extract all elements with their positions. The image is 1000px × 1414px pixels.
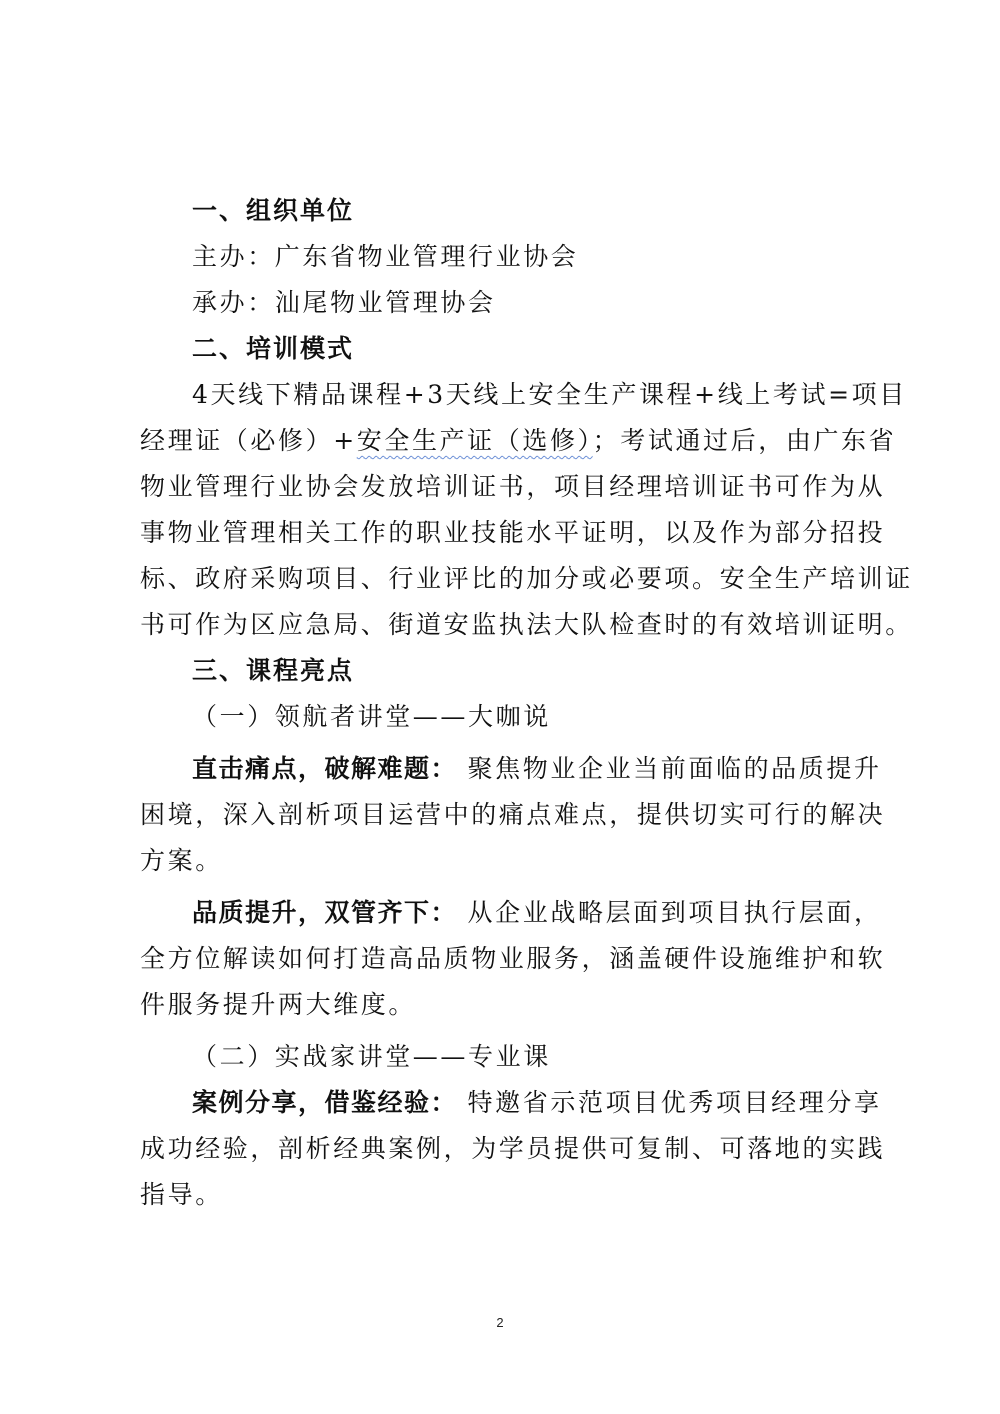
organizer-line: 承办：汕尾物业管理协会 — [192, 288, 496, 317]
text-run: 特邀省示范项目优秀项目经理分享 — [457, 1088, 882, 1117]
paragraph-line: 全方位解读如何打造高品质物业服务，涵盖硬件设施维护和软 — [140, 944, 886, 973]
text-run: 经理证（必修）+ — [140, 426, 357, 455]
paragraph-line — [140, 1080, 880, 1126]
paragraph-line — [140, 890, 880, 936]
section-heading-highlights: 三、课程亮点 — [192, 656, 355, 685]
paragraph-line: 成功经验，剖析经典案例，为学员提供可复制、可落地的实践 — [140, 1134, 886, 1163]
paragraph-line: 件服务提升两大维度。 — [140, 990, 417, 1019]
paragraph-line: 事物业管理相关工作的职业技能水平证明，以及作为部分招投 — [140, 518, 886, 547]
paragraph-line: 困境，深入剖析项目运营中的痛点难点，提供切实可行的解决 — [140, 800, 886, 829]
paragraph-line — [140, 418, 897, 464]
page-number: 2 — [496, 1315, 504, 1330]
text-run: ；考试通过后，由广东省 — [592, 426, 897, 455]
section-heading-training-mode: 二、培训模式 — [192, 334, 355, 363]
paragraph-line: 方案。 — [140, 846, 223, 875]
safety-cert-text: 安全生产证（选修） — [356, 426, 593, 455]
subheading-navigator: （一）领航者讲堂——大咖说 — [192, 702, 551, 731]
paragraph-line: 4天线下精品课程+3天线上安全生产课程+线上考试=项目 — [192, 380, 907, 409]
paragraph-line: 指导。 — [140, 1180, 223, 1209]
text-run: 聚焦物业企业当前面临的品质提升 — [457, 754, 882, 783]
highlight-title: 品质提升，双管齐下： — [192, 898, 458, 927]
text-run: 从企业战略层面到项目执行层面， — [457, 898, 882, 927]
document-body — [140, 188, 913, 1218]
paragraph-line: 标、政府采购项目、行业评比的加分或必要项。安全生产培训证 — [140, 564, 913, 593]
paragraph-line: 书可作为区应急局、街道安监执法大队检查时的有效培训证明。 — [140, 610, 913, 639]
highlight-title: 案例分享，借鉴经验： — [192, 1088, 458, 1117]
section-heading-organizers: 一、组织单位 — [192, 196, 355, 225]
subheading-practitioner: （二）实战家讲堂——专业课 — [192, 1042, 551, 1071]
paragraph-line: 物业管理行业协会发放培训证书，项目经理培训证书可作为从 — [140, 472, 886, 501]
highlight-title: 直击痛点，破解难题： — [192, 754, 458, 783]
paragraph-line — [140, 746, 880, 792]
host-line: 主办：广东省物业管理行业协会 — [192, 242, 579, 271]
